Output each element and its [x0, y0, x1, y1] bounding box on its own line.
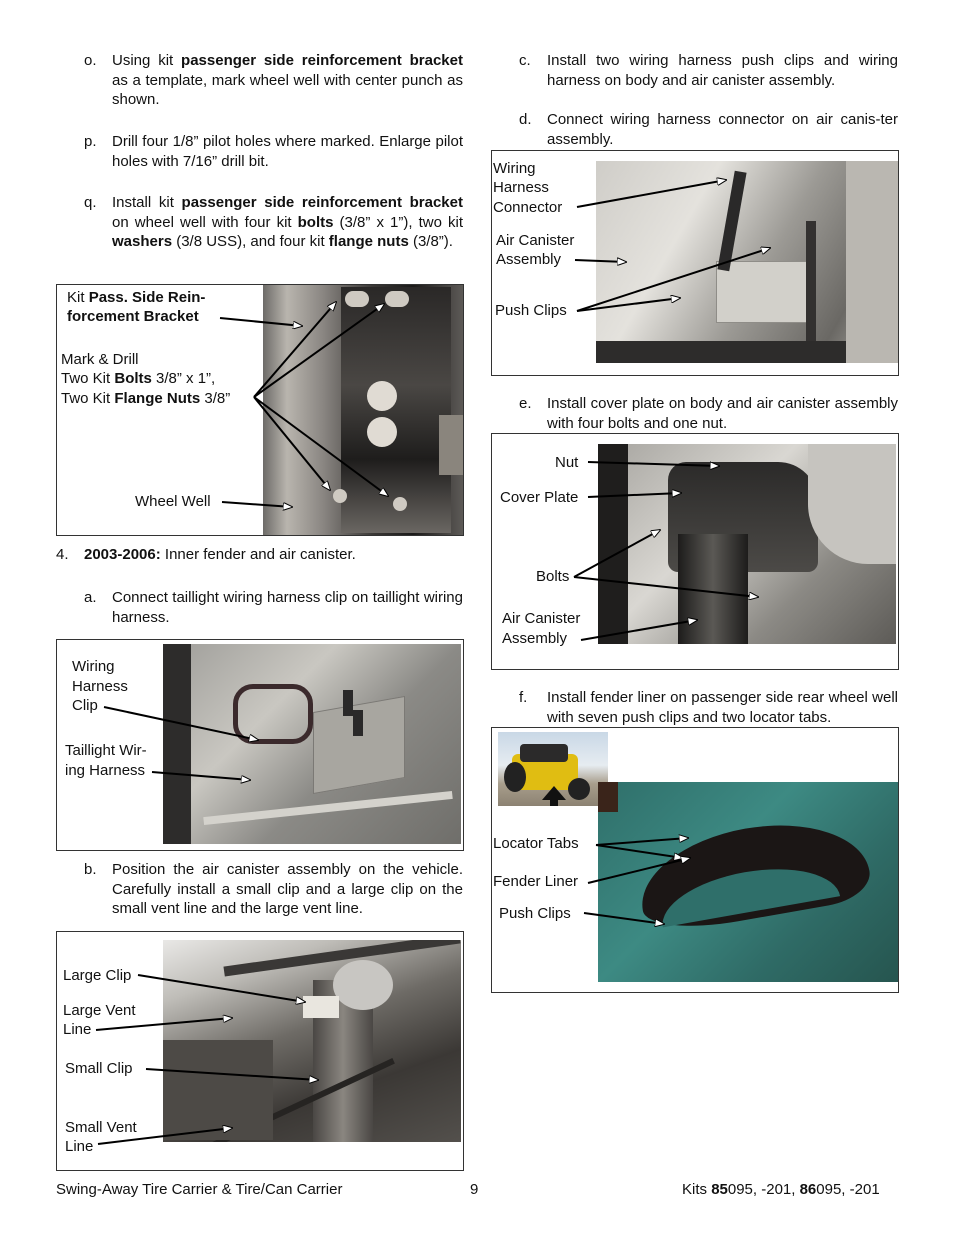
- label-clip: Clip: [72, 697, 98, 714]
- label-large-vent-1: Large Vent: [63, 1002, 136, 1019]
- label-push-clips: Push Clips: [495, 302, 567, 319]
- step-letter: b.: [84, 861, 97, 878]
- label-kit-bracket: Kit Pass. Side Rein-: [67, 289, 206, 306]
- label-air-canister-2: Assembly: [496, 251, 562, 268]
- step-text: Connect taillight wiring harness clip on taillight wiring harness.: [112, 589, 463, 626]
- figure-harness-connector: [491, 150, 899, 376]
- label-bolts: Bolts: [536, 568, 570, 585]
- step-text: Connect wiring harness connector on air canis-ter assembly.: [547, 111, 898, 148]
- figure-fender-liner: [491, 727, 899, 993]
- label-connector: Connector: [493, 199, 563, 216]
- photo-wheel-well-bracket: [263, 285, 463, 535]
- figure-harness-clip: [56, 639, 464, 851]
- step-text: Install two wiring harness push clips and wiring harness on body and air canister assembly.: [547, 52, 898, 89]
- photo-harness-clip: [163, 644, 461, 844]
- label-kit-bracket-2: forcement Bracket: [67, 308, 199, 325]
- footer-kits: Kits 85095, -201, 86095, -201: [682, 1181, 880, 1198]
- step-letter: c.: [519, 52, 531, 69]
- photo-harness-connector: [596, 161, 898, 363]
- photo-vent-clips: [163, 940, 461, 1142]
- label-small-vent-1: Small Vent: [65, 1119, 137, 1136]
- step-text: Position the air canister assembly on the vehicle. Carefully install a small clip and a large clip on the small vent line and the large vent line.: [112, 861, 463, 917]
- label-wheel-well: Wheel Well: [135, 493, 211, 510]
- step-letter: f.: [519, 689, 528, 706]
- label-harness: Harness: [72, 678, 128, 695]
- label-locator-tabs: Locator Tabs: [493, 835, 579, 852]
- label-taillight-1: Taillight Wir-: [65, 742, 147, 759]
- label-mark-drill: Mark & Drill: [61, 351, 139, 368]
- label-bolts: Two Kit Bolts 3/8” x 1”,: [61, 370, 216, 387]
- label-small-clip: Small Clip: [65, 1060, 133, 1077]
- footer-title: Swing-Away Tire Carrier & Tire/Can Carrier: [56, 1181, 343, 1198]
- label-wiring: Wiring: [493, 160, 536, 177]
- label-nut: Nut: [555, 454, 579, 471]
- step-text: Using kit passenger side reinforcement bracket as a template, mark wheel well with center punch as shown.: [112, 52, 463, 108]
- photo-fender-liner: [598, 782, 898, 982]
- label-air-canister-1: Air Canister: [502, 610, 581, 627]
- label-air-canister-1: Air Canister: [496, 232, 575, 249]
- photo-cover-plate: [598, 444, 896, 644]
- step-letter: e.: [519, 395, 532, 412]
- label-wiring: Wiring: [72, 658, 115, 675]
- label-flange-nuts: Two Kit Flange Nuts 3/8”: [61, 390, 231, 407]
- label-cover-plate: Cover Plate: [500, 489, 579, 506]
- step-letter: d.: [519, 111, 532, 128]
- step-text: Install fender liner on passenger side rear wheel well with seven push clips and two locator tabs.: [547, 689, 898, 726]
- figure-vent-clips: [56, 931, 464, 1171]
- label-push-clips: Push Clips: [499, 905, 571, 922]
- page-number: 9: [470, 1181, 479, 1198]
- step-letter: a.: [84, 589, 97, 606]
- label-fender-liner: Fender Liner: [493, 873, 579, 890]
- label-taillight-2: ing Harness: [65, 762, 146, 779]
- label-harness: Harness: [493, 179, 549, 196]
- step-text: Drill four 1/8” pilot holes where marked. Enlarge pilot holes with 7/16” drill bit.: [112, 133, 463, 170]
- figure-bracket: [56, 284, 464, 536]
- label-air-canister-2: Assembly: [502, 630, 568, 647]
- step-letter: o.: [84, 52, 97, 69]
- step-text: Install cover plate on body and air canister assembly with four bolts and one nut.: [547, 395, 898, 432]
- step-text: 2003-2006: Inner fender and air canister.: [84, 546, 356, 563]
- label-large-clip: Large Clip: [63, 967, 132, 984]
- photo-jeep-thumbnail: [498, 732, 608, 806]
- label-large-vent-2: Line: [63, 1021, 92, 1038]
- figure-cover-plate: [491, 433, 899, 670]
- step-text: Install kit passenger side reinforcement bracket on wheel well with four kit bolts (3/8” x 1”), two kit washers (3/8 USS), and four kit flange nuts (3/8”).: [112, 194, 463, 250]
- step-number: 4.: [56, 546, 69, 563]
- label-small-vent-2: Line: [65, 1138, 94, 1155]
- step-letter: q.: [84, 194, 97, 211]
- step-letter: p.: [84, 133, 97, 150]
